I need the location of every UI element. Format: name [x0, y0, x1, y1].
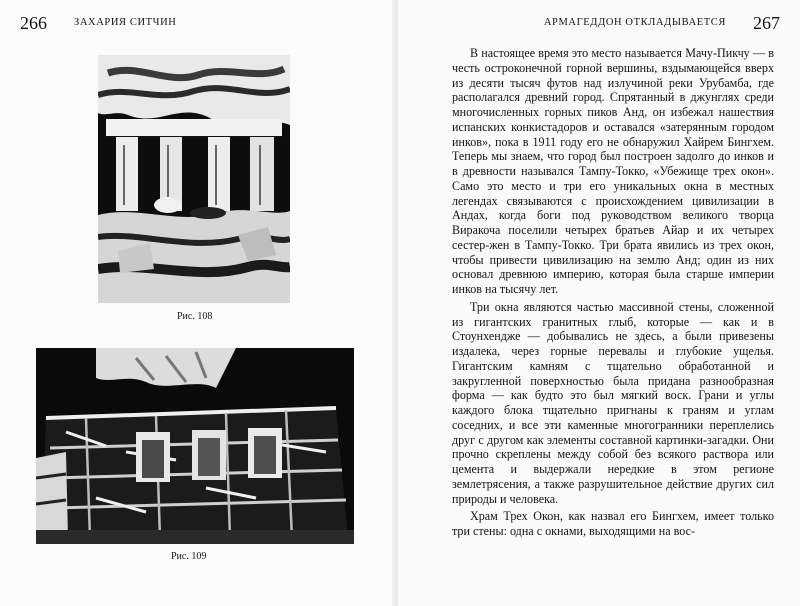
- figure-109-caption: Рис. 109: [171, 551, 207, 562]
- left-page-header: [14, 9, 374, 37]
- left-page: [0, 0, 398, 606]
- right-running-head: АРМАГЕДДОН ОТКЛАДЫВАЕТСЯ: [543, 17, 726, 28]
- left-page-number: 266: [20, 13, 47, 33]
- right-page-text: [452, 46, 774, 539]
- figure-109-photo: [36, 348, 354, 544]
- right-page-number: 267: [753, 13, 780, 33]
- right-page-header: [424, 9, 784, 37]
- figure-108-photo: [98, 55, 290, 303]
- paragraph-3: Храм Трех Окон, как назвал его Бингхем, имеет только три стены: одна с окнами, выходящими на вос-: [452, 509, 774, 538]
- paragraph-1: В настоящее время это место называется Мачу-Пикчу — в честь остроконечной горной вершины, вздымающейся вверх из десяти тысяч футов над излучиной реки Урубамба, где располагался древний город. Спрятанный в джунглях среди многочисленных горных пиков Анд, он избежал нашествия испанских конкистадоров и оставался «затерянным городом инков», пока в 1911 году его не обнаружил Хайрем Бингхем. Теперь мы знаем, что город был построен задолго до инков и в древности назывался Тампу-Токко, «Убежище трех окон». Само это место и три его уникальных окна в местных легендах связываются с происхождением цивилизации в Андах, когда боги под руководством великого творца Виракоча поселили четырех братьев Айар и их четырех сестер-жен в Тампу-Токко. Три брата явились из трех окон, чтобы привести цивилизацию на землю Анд; один из них основал древнюю империю, которая была старше империи инков на тысячу лет.: [452, 46, 774, 296]
- paragraph-2: Три окна являются частью массивной стены, сложенной из гигантских гранитных глыб, которые — как и в Стоунхендже — добывались не здесь, а были привезены издалека, через горные перевалы и глубокие ущелья. Гигантским камням с тщательно обработанной и закругленной поверхностью была придана разнообразная форма — как будто это был мягкий воск. Грани и углы каждого блока тщательно пригнаны к граням и углам соседних, и все эти каменные многогранники переплелись друг с другом как элементы составной картинки-загадки. Они прочно скреплены между собой без всякого раствора или цемента и выдержали нередкие в этом регионе землетрясения, а также разрушительное действие других сил природы и человека.: [452, 299, 774, 506]
- left-running-head: ЗАХАРИЯ СИТЧИН: [74, 17, 177, 28]
- figure-108-caption: Рис. 108: [177, 311, 213, 322]
